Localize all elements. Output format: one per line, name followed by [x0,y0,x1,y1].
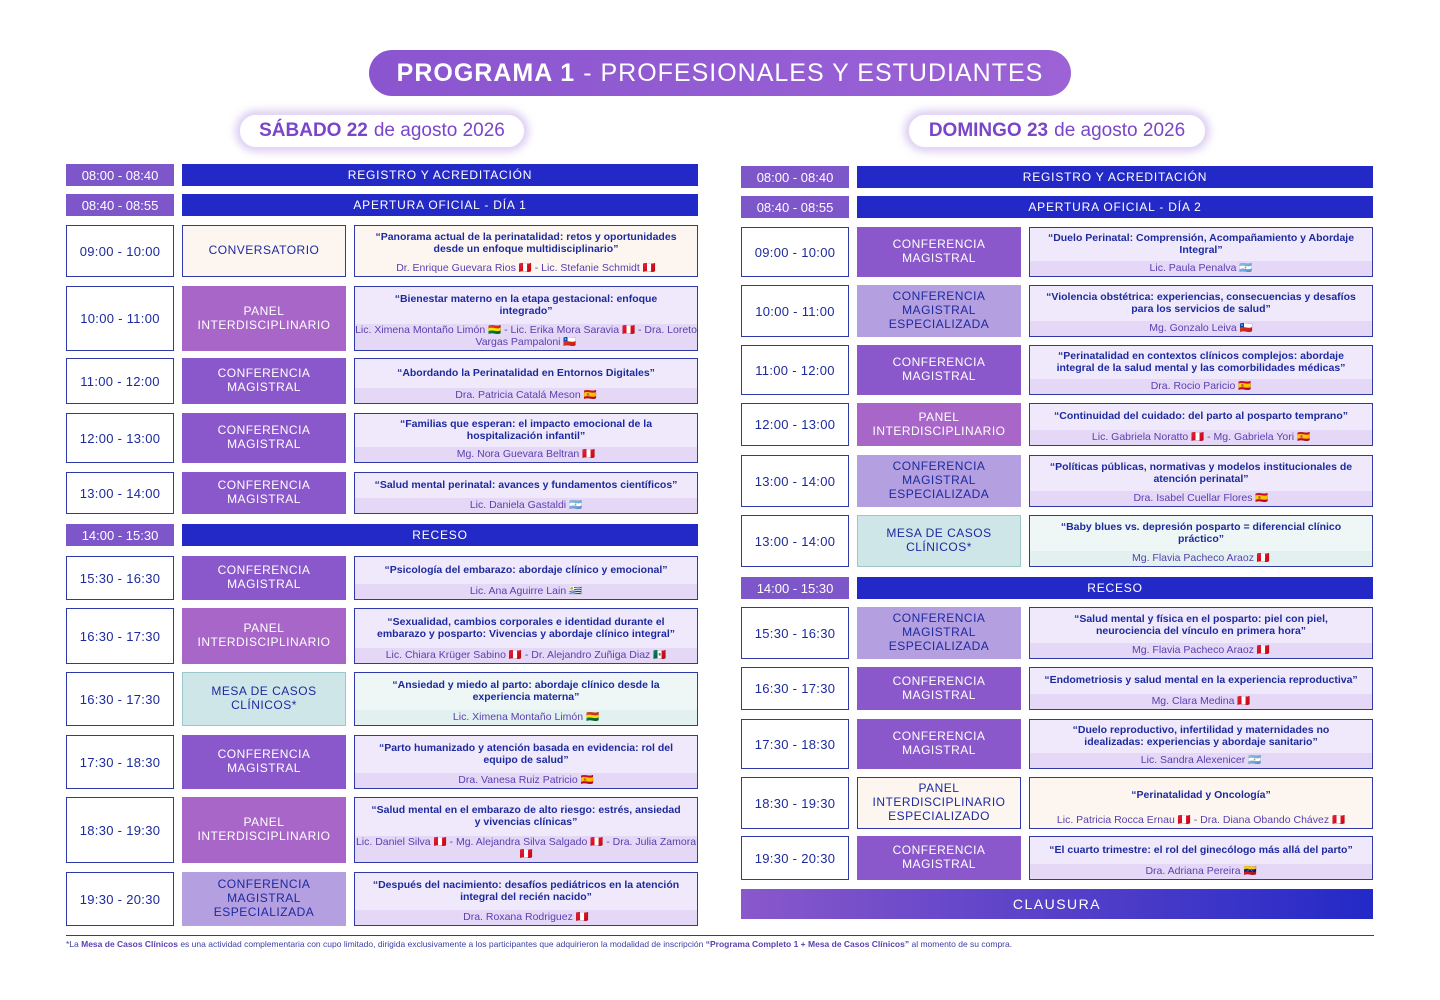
time-slot: 11:00 - 12:00 [741,345,849,395]
session-type: CONFERENCIA MAGISTRAL [857,719,1021,769]
footnote-bold: Mesa de Casos Clínicos [81,939,178,949]
session-card [1029,227,1373,277]
session-speaker: Mg. Nora Guevara Beltran 🇵🇪 [355,447,697,462]
session-title: “Políticas públicas, normativas y modelos institucionales de atención perinatal” [1049,460,1353,485]
session-type: CONFERENCIA MAGISTRAL ESPECIALIZADA [857,285,1021,337]
session-title: “Salud mental en el embarazo de alto riesgo: estrés, ansiedad y vivencias clínicas” [371,804,681,828]
session-card [354,413,698,463]
bar-apertura: APERTURA OFICIAL - DÍA 2 [857,196,1373,218]
session-speaker: Lic. Sandra Alexenicer 🇦🇷 [1030,753,1372,768]
session-card [1029,515,1373,567]
time-slot: 13:00 - 14:00 [741,515,849,567]
time-slot: 10:00 - 11:00 [66,286,174,351]
session-type: PANEL INTERDISCIPLINARIO ESPECIALIZADO [857,777,1021,829]
session-card [354,358,698,404]
session-type: PANEL INTERDISCIPLINARIO [182,797,346,863]
time-slot: 16:30 - 17:30 [66,608,174,664]
bar-apertura: APERTURA OFICIAL - DÍA 1 [182,194,698,216]
session-speaker: Dra. Rocio Paricio 🇪🇸 [1030,379,1372,394]
session-title: “Familias que esperan: el impacto emocional de la hospitalización infantil” [399,417,653,442]
session-type: CONFERENCIA MAGISTRAL [182,556,346,600]
session-speaker: Dra. Roxana Rodriguez 🇵🇪 [355,910,697,925]
session-speaker: Mg. Flavia Pacheco Araoz 🇵🇪 [1030,551,1372,566]
session-type: PANEL INTERDISCIPLINARIO [857,403,1021,446]
time-slot: 09:00 - 10:00 [741,227,849,277]
session-card [354,225,698,277]
time-slot: 18:30 - 19:30 [741,777,849,829]
session-card [1029,403,1373,446]
session-speaker: Lic. Ximena Montaño Limón 🇧🇴 - Lic. Erika Mora Saravia 🇵🇪 - Dra. Loreto Vargas Pampaloni 🇨🇱 [355,324,697,348]
session-speaker: Lic. Paula Penalva 🇦🇷 [1030,261,1372,276]
session-speaker: Mg. Gonzalo Leiva 🇨🇱 [1030,321,1372,336]
day2-label [907,113,1207,149]
session-type: PANEL INTERDISCIPLINARIO [182,286,346,351]
day2-label-rest: de agosto 2026 [1054,120,1186,141]
session-card [354,797,698,863]
session-title: “El cuarto trimestre: el rol del ginecólogo más allá del parto” [1049,843,1353,856]
time-slot: 19:30 - 20:30 [66,872,174,926]
footnote [66,939,1374,949]
session-speaker: Lic. Patricia Rocca Ernau 🇵🇪 - Dra. Diana Obando Chávez 🇵🇪 [1030,813,1372,828]
session-title: “Baby blues vs. depresión posparto = diferencial clínico práctico” [1060,520,1342,545]
session-card [1029,836,1373,880]
time-slot: 17:30 - 18:30 [66,735,174,789]
session-title: “Continuidad del cuidado: del parto al posparto temprano” [1053,410,1348,423]
time-slot: 08:00 - 08:40 [66,164,174,186]
session-type: CONFERENCIA MAGISTRAL [857,667,1021,710]
session-speaker: Mg. Flavia Pacheco Araoz 🇵🇪 [1030,643,1372,658]
time-slot: 14:00 - 15:30 [741,577,849,599]
day1-label-rest: de agosto 2026 [373,120,505,141]
session-card [354,872,698,926]
session-title: “Violencia obstétrica: experiencias, consecuencias y desafíos para los servicios de salud” [1046,290,1356,315]
time-slot: 14:00 - 15:30 [66,524,174,546]
program-title-rest: - PROFESIONALES Y ESTUDIANTES [583,58,1044,87]
time-slot: 15:30 - 16:30 [66,556,174,600]
day1-label [238,113,526,149]
session-type: CONFERENCIA MAGISTRAL [857,345,1021,395]
session-card [1029,345,1373,395]
time-slot: 11:00 - 12:00 [66,358,174,404]
session-speaker: Lic. Daniela Gastaldi 🇦🇷 [355,498,697,513]
program-title [369,50,1071,96]
day2-label-bold: DOMINGO 23 [928,120,1049,141]
time-slot: 12:00 - 13:00 [741,403,849,446]
session-card [354,472,698,514]
session-type: CONFERENCIA MAGISTRAL [182,413,346,463]
session-type: PANEL INTERDISCIPLINARIO [182,608,346,664]
session-card [354,556,698,600]
session-type: CONFERENCIA MAGISTRAL [182,358,346,404]
time-slot: 18:30 - 19:30 [66,797,174,863]
session-card [1029,777,1373,829]
session-title: “Bienestar materno en la etapa gestacional: enfoque integrado” [394,292,658,317]
session-title: “Parto humanizado y atención basada en evidencia: rol del equipo de salud” [378,741,674,766]
footnote-part: al momento de su compra. [909,939,1013,949]
footnote-bold: “Programa Completo 1 + Mesa de Casos Clínicos” [705,939,910,949]
session-speaker: Lic. Ana Aguirre Lain 🇺🇾 [355,584,697,599]
time-slot: 08:40 - 08:55 [741,196,849,218]
time-slot: 13:00 - 14:00 [741,455,849,507]
bar-registro: REGISTRO Y ACREDITACIÓN [182,164,698,186]
session-speaker: Mg. Clara Medina 🇵🇪 [1030,694,1372,709]
session-title: “Duelo Perinatal: Comprensión, Acompañamiento y Abordaje Integral” [1047,231,1355,256]
session-type: CONVERSATORIO [182,225,346,277]
session-title: “Psicología del embarazo: abordaje clínico y emocional” [384,563,668,576]
time-slot: 16:30 - 17:30 [66,672,174,726]
session-title: “Salud mental y física en el posparto: piel con piel, neurociencia del vínculo en primera hora” [1074,612,1328,637]
session-title: “Abordando la Perinatalidad en Entornos Digitales” [397,366,655,379]
time-slot: 16:30 - 17:30 [741,667,849,710]
session-speaker: Lic. Daniel Silva 🇵🇪 - Mg. Alejandra Silva Salgado 🇵🇪 - Dra. Julia Zamora 🇵🇪 [355,836,697,860]
time-slot: 19:30 - 20:30 [741,836,849,880]
closing-bar: CLAUSURA [741,889,1373,919]
time-slot: 10:00 - 11:00 [741,285,849,337]
session-type: CONFERENCIA MAGISTRAL [857,836,1021,880]
session-card [354,608,698,664]
session-speaker: Dra. Isabel Cuellar Flores 🇪🇸 [1030,491,1372,506]
session-speaker: Dra. Patricia Catalá Meson 🇪🇸 [355,388,697,403]
footnote-divider [66,935,1374,936]
session-type: CONFERENCIA MAGISTRAL ESPECIALIZADA [857,607,1021,659]
time-slot: 09:00 - 10:00 [66,225,174,277]
session-type: CONFERENCIA MAGISTRAL [857,227,1021,277]
bar-registro: REGISTRO Y ACREDITACIÓN [857,166,1373,188]
session-speaker: Dr. Enrique Guevara Rios 🇵🇪 - Lic. Stefanie Schmidt 🇵🇪 [355,261,697,276]
session-card [354,735,698,789]
bar-receso: RECESO [857,577,1373,599]
session-title: “Perinatalidad y Oncología” [1131,788,1271,801]
time-slot: 17:30 - 18:30 [741,719,849,769]
session-speaker: Lic. Gabriela Noratto 🇵🇪 - Mg. Gabriela Yori 🇪🇸 [1030,430,1372,445]
session-title: “Salud mental perinatal: avances y fundamentos científicos” [374,478,678,491]
session-type: CONFERENCIA MAGISTRAL ESPECIALIZADA [857,455,1021,507]
session-type: CONFERENCIA MAGISTRAL ESPECIALIZADA [182,872,346,926]
bar-receso: RECESO [182,524,698,546]
session-title: “Después del nacimiento: desafíos pediátricos en la atención integral del recién nacido” [372,878,680,903]
session-card [1029,667,1373,710]
session-type: CONFERENCIA MAGISTRAL [182,472,346,514]
session-title: “Endometriosis y salud mental en la experiencia reproductiva” [1044,674,1358,687]
session-title: “Ansiedad y miedo al parto: abordaje clínico desde la experiencia materna” [392,678,660,703]
time-slot: 08:40 - 08:55 [66,194,174,216]
time-slot: 15:30 - 16:30 [741,607,849,659]
time-slot: 08:00 - 08:40 [741,166,849,188]
footnote-part: *La [66,939,82,949]
session-card [1029,607,1373,659]
session-card [354,286,698,351]
session-type: MESA DE CASOS CLÍNICOS* [857,515,1021,567]
session-speaker: Dra. Adriana Pereira 🇻🇪 [1030,864,1372,879]
session-speaker: Lic. Chiara Krüger Sabino 🇵🇪 - Dr. Alejandro Zuñiga Diaz 🇲🇽 [355,648,697,663]
time-slot: 13:00 - 14:00 [66,472,174,514]
session-card [1029,719,1373,769]
footnote-part: es una actividad complementaria con cupo limitado, dirigida exclusivamente a los participantes que adquirieron la modalidad de inscripción [177,939,706,949]
program-title-bold: PROGRAMA 1 [396,58,576,87]
session-title: “Panorama actual de la perinatalidad: retos y oportunidades desde un enfoque multidisciplinario” [375,230,677,255]
session-speaker: Dra. Vanesa Ruiz Patricio 🇪🇸 [355,773,697,788]
session-card [354,672,698,726]
session-card [1029,285,1373,337]
session-title: “Duelo reproductivo, infertilidad y maternidades no idealizadas: experiencias y abordaje sanitario” [1072,723,1330,748]
session-type: CONFERENCIA MAGISTRAL [182,735,346,789]
session-speaker: Lic. Ximena Montaño Limón 🇧🇴 [355,710,697,725]
session-title: “Perinatalidad en contextos clínicos complejos: abordaje integral de la salud mental y las comorbilidades médicas” [1056,349,1346,374]
session-title: “Sexualidad, cambios corporales e identidad durante el embarazo y posparto: Vivencias y abordaje clínico integral” [377,615,675,640]
day1-label-bold: SÁBADO 22 [259,120,368,141]
session-type: MESA DE CASOS CLÍNICOS* [182,672,346,726]
time-slot: 12:00 - 13:00 [66,413,174,463]
session-card [1029,455,1373,507]
